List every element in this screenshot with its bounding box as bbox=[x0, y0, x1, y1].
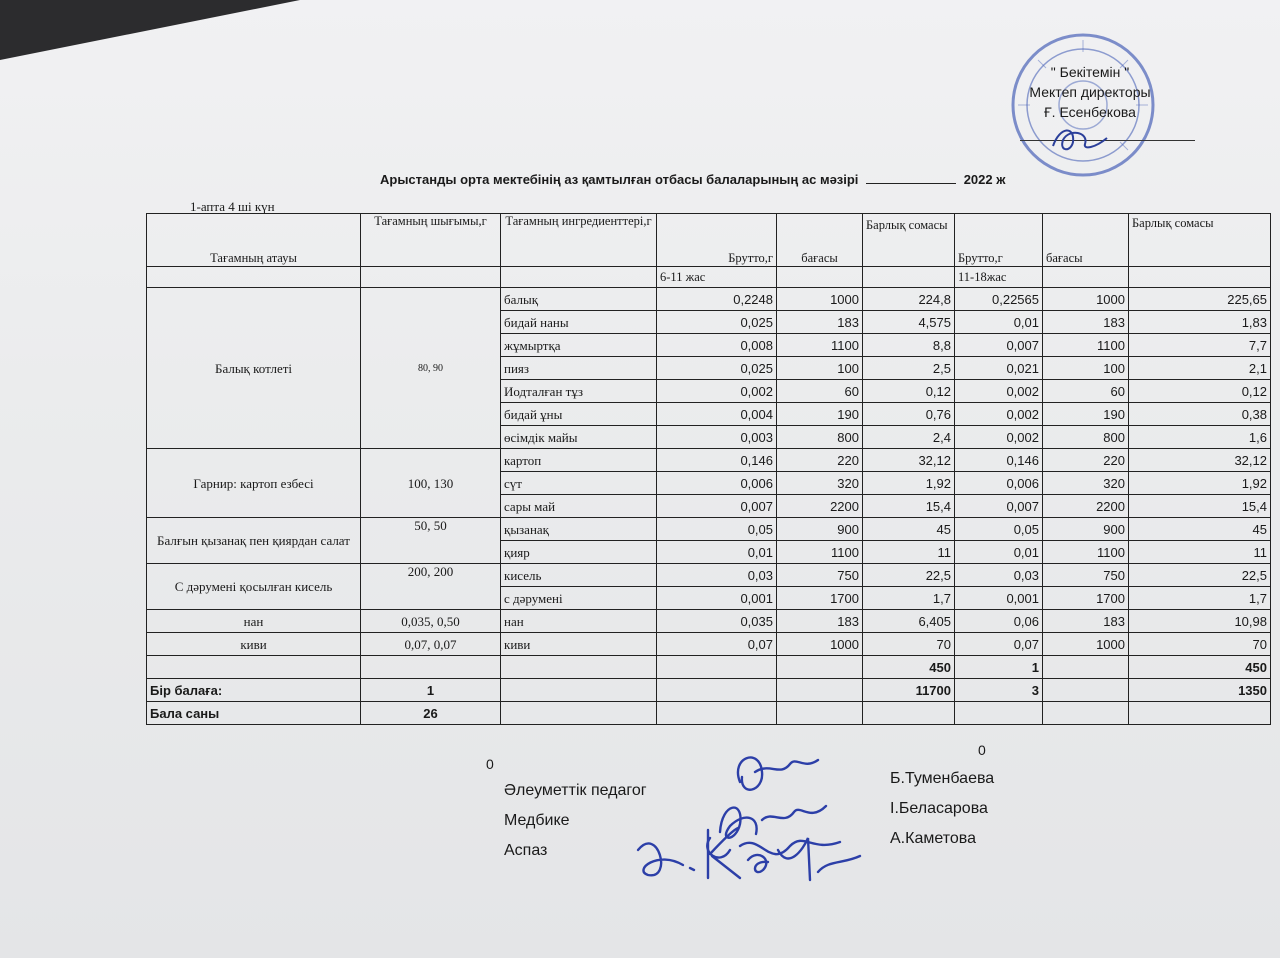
brutto-value: 0,03 bbox=[657, 564, 777, 587]
table-row bbox=[147, 518, 1271, 541]
table-row bbox=[147, 564, 1271, 587]
dish-yield: 0,07, 0,07 bbox=[361, 633, 501, 656]
per-child-row bbox=[147, 679, 1271, 702]
total-value-2: 11 bbox=[1129, 541, 1271, 564]
date-blank-line bbox=[866, 183, 956, 184]
price-value-2: 1100 bbox=[1043, 334, 1129, 357]
document-title bbox=[380, 172, 1005, 187]
price-value: 1100 bbox=[777, 334, 863, 357]
dish-yield: 80, 90 bbox=[361, 288, 501, 449]
cook-signature bbox=[628, 820, 868, 890]
total-value: 224,8 bbox=[863, 288, 955, 311]
ingredient: сүт bbox=[501, 472, 657, 495]
ingredient: с дәрумені bbox=[501, 587, 657, 610]
price-value: 183 bbox=[777, 610, 863, 633]
total-value: 0,12 bbox=[863, 380, 955, 403]
ingredient: картоп bbox=[501, 449, 657, 472]
brutto-value-2: 0,06 bbox=[955, 610, 1043, 633]
ingredient: кисель bbox=[501, 564, 657, 587]
ingredient: Иодталған тұз bbox=[501, 380, 657, 403]
brutto-value-2: 0,22565 bbox=[955, 288, 1043, 311]
age-group-2: 11-18жас bbox=[955, 267, 1043, 288]
header-total-1: Барлық сомасы bbox=[863, 214, 955, 267]
price-value: 220 bbox=[777, 449, 863, 472]
total-value-2: 2,1 bbox=[1129, 357, 1271, 380]
total-value: 6,405 bbox=[863, 610, 955, 633]
children-count-value: 26 bbox=[361, 702, 501, 725]
total-value: 11 bbox=[863, 541, 955, 564]
name-social-pedagogue: Б.Туменбаева bbox=[890, 770, 995, 787]
brutto-value-2: 0,05 bbox=[955, 518, 1043, 541]
role-nurse: Медбике bbox=[504, 812, 570, 829]
ingredient: жұмыртқа bbox=[501, 334, 657, 357]
per-child-total-2: 1350 bbox=[1129, 679, 1271, 702]
total-value-2: 70 bbox=[1129, 633, 1271, 656]
price-value: 60 bbox=[777, 380, 863, 403]
brutto-value-2: 0,007 bbox=[955, 334, 1043, 357]
total-value: 1,92 bbox=[863, 472, 955, 495]
dish-name: киви bbox=[147, 633, 361, 656]
price-value-2: 800 bbox=[1043, 426, 1129, 449]
dish-yield: 0,035, 0,50 bbox=[361, 610, 501, 633]
ingredient: қызанақ bbox=[501, 518, 657, 541]
header-row bbox=[147, 214, 1271, 267]
brutto-value: 0,004 bbox=[657, 403, 777, 426]
price-value: 750 bbox=[777, 564, 863, 587]
price-value-2: 190 bbox=[1043, 403, 1129, 426]
subtotal-total-1: 450 bbox=[863, 656, 955, 679]
age-group-row bbox=[147, 267, 1271, 288]
total-value-2: 1,7 bbox=[1129, 587, 1271, 610]
header-price-2: бағасы bbox=[1043, 214, 1129, 267]
brutto-value-2: 0,01 bbox=[955, 541, 1043, 564]
dish-name: Гарнир: картоп езбесі bbox=[147, 449, 361, 518]
total-value: 1,7 bbox=[863, 587, 955, 610]
table-row bbox=[147, 633, 1271, 656]
brutto-value-2: 0,001 bbox=[955, 587, 1043, 610]
total-value-2: 1,83 bbox=[1129, 311, 1271, 334]
week-label: 1-апта 4 ші күн bbox=[190, 199, 275, 214]
price-value: 190 bbox=[777, 403, 863, 426]
total-value: 4,575 bbox=[863, 311, 955, 334]
per-child-label: Бір балаға: bbox=[147, 679, 361, 702]
document-title-text: Арыстанды орта мектебінің аз қамтылған отбасы балаларының ас мәзірі bbox=[380, 172, 859, 187]
header-dish-name: Тағамның атауы bbox=[147, 214, 361, 267]
document-year: 2022 ж bbox=[963, 172, 1006, 187]
role-social-pedagogue: Әлеуметтік педагог bbox=[504, 782, 647, 799]
brutto-value: 0,001 bbox=[657, 587, 777, 610]
total-value-2: 0,38 bbox=[1129, 403, 1271, 426]
price-value: 1000 bbox=[777, 288, 863, 311]
brutto-value: 0,01 bbox=[657, 541, 777, 564]
total-value: 0,76 bbox=[863, 403, 955, 426]
signatory-names bbox=[890, 764, 994, 854]
brutto-value: 0,07 bbox=[657, 633, 777, 656]
approval-line-2: Мектеп директоры bbox=[1029, 84, 1151, 100]
brutto-value: 0,003 bbox=[657, 426, 777, 449]
brutto-value-2: 0,002 bbox=[955, 380, 1043, 403]
dish-name: Балғын қызанақ пен қиярдан салат bbox=[147, 518, 361, 564]
brutto-value: 0,025 bbox=[657, 311, 777, 334]
subtotal-total-2: 450 bbox=[1129, 656, 1271, 679]
price-value-2: 183 bbox=[1043, 610, 1129, 633]
ingredient: киви bbox=[501, 633, 657, 656]
dish-yield: 50, 50 bbox=[361, 518, 501, 564]
brutto-value-2: 0,006 bbox=[955, 472, 1043, 495]
ingredient: бидай ұны bbox=[501, 403, 657, 426]
header-yield: Тағамның шығымы,г bbox=[361, 214, 501, 267]
dish-name: С дәрумені қосылған кисель bbox=[147, 564, 361, 610]
brutto-value: 0,146 bbox=[657, 449, 777, 472]
menu-table bbox=[146, 213, 1271, 725]
brutto-value-2: 0,002 bbox=[955, 403, 1043, 426]
brutto-value-2: 0,021 bbox=[955, 357, 1043, 380]
role-cook: Аспаз bbox=[504, 842, 548, 859]
brutto-value: 0,007 bbox=[657, 495, 777, 518]
age-group-1: 6-11 жас bbox=[657, 267, 777, 288]
signatory-roles bbox=[504, 776, 647, 866]
approval-line-1: " Бекітемін " bbox=[1050, 64, 1130, 80]
price-value: 800 bbox=[777, 426, 863, 449]
total-value-2: 32,12 bbox=[1129, 449, 1271, 472]
price-value-2: 100 bbox=[1043, 357, 1129, 380]
children-count-row bbox=[147, 702, 1271, 725]
below-zero-1: 0 bbox=[486, 756, 494, 772]
brutto-value: 0,006 bbox=[657, 472, 777, 495]
price-value-2: 750 bbox=[1043, 564, 1129, 587]
table-row bbox=[147, 449, 1271, 472]
director-signature bbox=[1045, 118, 1115, 158]
subtotal-brutto-2: 1 bbox=[955, 656, 1043, 679]
price-value-2: 60 bbox=[1043, 380, 1129, 403]
price-value-2: 1700 bbox=[1043, 587, 1129, 610]
brutto-value: 0,2248 bbox=[657, 288, 777, 311]
total-value-2: 7,7 bbox=[1129, 334, 1271, 357]
per-child-brutto-2: 3 bbox=[955, 679, 1043, 702]
header-brutto-1: Брутто,г bbox=[657, 214, 777, 267]
header-price-1: бағасы bbox=[777, 214, 863, 267]
price-value: 2200 bbox=[777, 495, 863, 518]
dish-yield: 100, 130 bbox=[361, 449, 501, 518]
name-cook: А.Каметова bbox=[890, 830, 976, 847]
total-value: 70 bbox=[863, 633, 955, 656]
dish-name: нан bbox=[147, 610, 361, 633]
brutto-value: 0,002 bbox=[657, 380, 777, 403]
per-child-value: 1 bbox=[361, 679, 501, 702]
total-value: 45 bbox=[863, 518, 955, 541]
ingredient: қияр bbox=[501, 541, 657, 564]
price-value-2: 220 bbox=[1043, 449, 1129, 472]
subtotal-row bbox=[147, 656, 1271, 679]
total-value-2: 225,65 bbox=[1129, 288, 1271, 311]
total-value-2: 22,5 bbox=[1129, 564, 1271, 587]
total-value-2: 10,98 bbox=[1129, 610, 1271, 633]
price-value: 183 bbox=[777, 311, 863, 334]
total-value: 2,5 bbox=[863, 357, 955, 380]
total-value-2: 15,4 bbox=[1129, 495, 1271, 518]
per-child-total-1: 11700 bbox=[863, 679, 955, 702]
brutto-value: 0,025 bbox=[657, 357, 777, 380]
below-zero-2: 0 bbox=[978, 742, 986, 758]
price-value: 900 bbox=[777, 518, 863, 541]
dish-yield: 200, 200 bbox=[361, 564, 501, 610]
price-value-2: 1000 bbox=[1043, 288, 1129, 311]
price-value: 1000 bbox=[777, 633, 863, 656]
ingredient: нан bbox=[501, 610, 657, 633]
price-value: 320 bbox=[777, 472, 863, 495]
price-value: 1100 bbox=[777, 541, 863, 564]
brutto-value-2: 0,03 bbox=[955, 564, 1043, 587]
brutto-value-2: 0,002 bbox=[955, 426, 1043, 449]
total-value-2: 0,12 bbox=[1129, 380, 1271, 403]
ingredient: сары май bbox=[501, 495, 657, 518]
price-value-2: 183 bbox=[1043, 311, 1129, 334]
brutto-value-2: 0,07 bbox=[955, 633, 1043, 656]
name-nurse: І.Беласарова bbox=[890, 800, 988, 817]
brutto-value: 0,05 bbox=[657, 518, 777, 541]
header-total-2: Барлық сомасы bbox=[1129, 214, 1271, 267]
price-value-2: 1100 bbox=[1043, 541, 1129, 564]
total-value-2: 1,92 bbox=[1129, 472, 1271, 495]
ingredient: балық bbox=[501, 288, 657, 311]
brutto-value-2: 0,146 bbox=[955, 449, 1043, 472]
price-value-2: 900 bbox=[1043, 518, 1129, 541]
total-value-2: 1,6 bbox=[1129, 426, 1271, 449]
price-value: 1700 bbox=[777, 587, 863, 610]
total-value-2: 45 bbox=[1129, 518, 1271, 541]
total-value: 32,12 bbox=[863, 449, 955, 472]
ingredient: пияз bbox=[501, 357, 657, 380]
table-row bbox=[147, 610, 1271, 633]
children-count-label: Бала саны bbox=[147, 702, 361, 725]
brutto-value: 0,035 bbox=[657, 610, 777, 633]
total-value: 8,8 bbox=[863, 334, 955, 357]
header-ingredients: Тағамның ингредиенттері,г bbox=[501, 214, 657, 267]
table-row bbox=[147, 288, 1271, 311]
brutto-value-2: 0,01 bbox=[955, 311, 1043, 334]
price-value-2: 320 bbox=[1043, 472, 1129, 495]
price-value-2: 2200 bbox=[1043, 495, 1129, 518]
total-value: 15,4 bbox=[863, 495, 955, 518]
price-value-2: 1000 bbox=[1043, 633, 1129, 656]
total-value: 2,4 bbox=[863, 426, 955, 449]
ingredient: бидай наны bbox=[501, 311, 657, 334]
brutto-value-2: 0,007 bbox=[955, 495, 1043, 518]
price-value: 100 bbox=[777, 357, 863, 380]
total-value: 22,5 bbox=[863, 564, 955, 587]
approval-line-3: Ғ. Есенбекова bbox=[1044, 104, 1136, 120]
brutto-value: 0,008 bbox=[657, 334, 777, 357]
background-corner bbox=[0, 0, 300, 60]
dish-name: Балық котлеті bbox=[147, 288, 361, 449]
header-brutto-2: Брутто,г bbox=[955, 214, 1043, 267]
ingredient: өсімдік майы bbox=[501, 426, 657, 449]
